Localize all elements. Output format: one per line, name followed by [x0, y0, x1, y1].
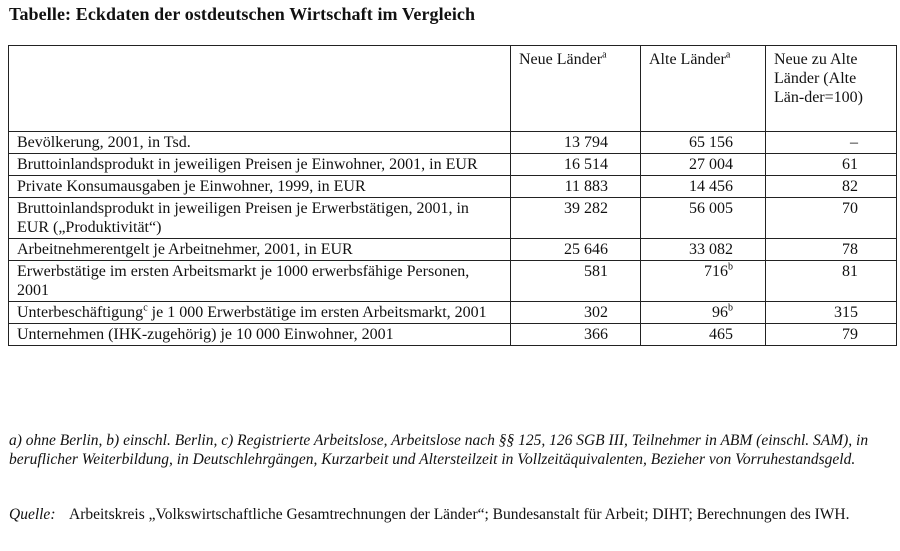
table-row: [9, 132, 897, 154]
value-neue-laender: 25 646: [511, 239, 641, 261]
data-table: [8, 45, 897, 346]
value-neue-laender: 581: [511, 261, 641, 302]
value-ratio: 70: [766, 198, 897, 239]
header-neue-laender: Neue Länder$^a$: [511, 46, 641, 132]
value-alte-laender: 96$^b$: [641, 302, 766, 324]
value-neue-laender: 13 794: [511, 132, 641, 154]
value-ratio: 79: [766, 324, 897, 346]
row-label: Arbeitnehmerentgelt je Arbeitnehmer, 2001, in EUR: [9, 239, 511, 261]
row-label: Unternehmen (IHK-zugehörig) je 10 000 Einwohner, 2001: [9, 324, 511, 346]
value-alte-laender: 14 456: [641, 176, 766, 198]
row-label: Erwerbstätige im ersten Arbeitsmarkt je 1000 erwerbsfähige Personen, 2001: [9, 261, 511, 302]
row-label: Private Konsumausgaben je Einwohner, 1999, in EUR: [9, 176, 511, 198]
table-row: [9, 176, 897, 198]
row-label: Bruttoinlandsprodukt in jeweiligen Preisen je Einwohner, 2001, in EUR: [9, 154, 511, 176]
table-row: [9, 154, 897, 176]
value-alte-laender: 716$^b$: [641, 261, 766, 302]
row-label: Bruttoinlandsprodukt in jeweiligen Preisen je Erwerbstätigen, 2001, in EUR („Produktivität“): [9, 198, 511, 239]
row-label: Unterbeschäftigung$^c$ je 1 000 Erwerbstätige im ersten Arbeitsmarkt, 2001: [9, 302, 511, 324]
value-alte-laender: 465: [641, 324, 766, 346]
value-ratio: 81: [766, 261, 897, 302]
table-row: [9, 302, 897, 324]
value-neue-laender: 302: [511, 302, 641, 324]
value-neue-laender: 39 282: [511, 198, 641, 239]
value-ratio: 61: [766, 154, 897, 176]
table-row: [9, 324, 897, 346]
table-row: [9, 239, 897, 261]
value-alte-laender: 27 004: [641, 154, 766, 176]
source-text: Arbeitskreis „Volkswirtschaftliche Gesamtrechnungen der Länder“; Bundesanstalt für Arbeit; DIHT; Berechnungen des IWH.: [69, 506, 850, 523]
header-ratio: Neue zu Alte Länder (Alte Län-der=100): [766, 46, 897, 132]
value-ratio: 82: [766, 176, 897, 198]
source-note: [9, 505, 894, 524]
value-alte-laender: 65 156: [641, 132, 766, 154]
source-label: Quelle:: [9, 506, 56, 523]
header-alte-laender: Alte Länder$^a$: [641, 46, 766, 132]
row-label: Bevölkerung, 2001, in Tsd.: [9, 132, 511, 154]
table-header-row: [9, 46, 897, 132]
value-ratio: 315: [766, 302, 897, 324]
table-row: [9, 261, 897, 302]
value-neue-laender: 16 514: [511, 154, 641, 176]
value-neue-laender: 366: [511, 324, 641, 346]
value-alte-laender: 56 005: [641, 198, 766, 239]
value-neue-laender: 11 883: [511, 176, 641, 198]
value-ratio: –: [766, 132, 897, 154]
table-row: [9, 198, 897, 239]
footnotes: a) ohne Berlin, b) einschl. Berlin, c) Registrierte Arbeitslose, Arbeitslose nach §§ 125, 126 SGB III, Teilnehmer in ABM (einschl. SAM), in beruflicher Weiterbildung, in Deutschlehrgängen, Kurzarbeit und Altersteilzeit in Vollzeitäquivalenten, Bezieher von Vorruhestandsgeld.: [9, 432, 869, 468]
value-ratio: 78: [766, 239, 897, 261]
table-title: Tabelle: Eckdaten der ostdeutschen Wirtschaft im Vergleich: [9, 4, 476, 24]
header-empty: [9, 46, 511, 132]
value-alte-laender: 33 082: [641, 239, 766, 261]
